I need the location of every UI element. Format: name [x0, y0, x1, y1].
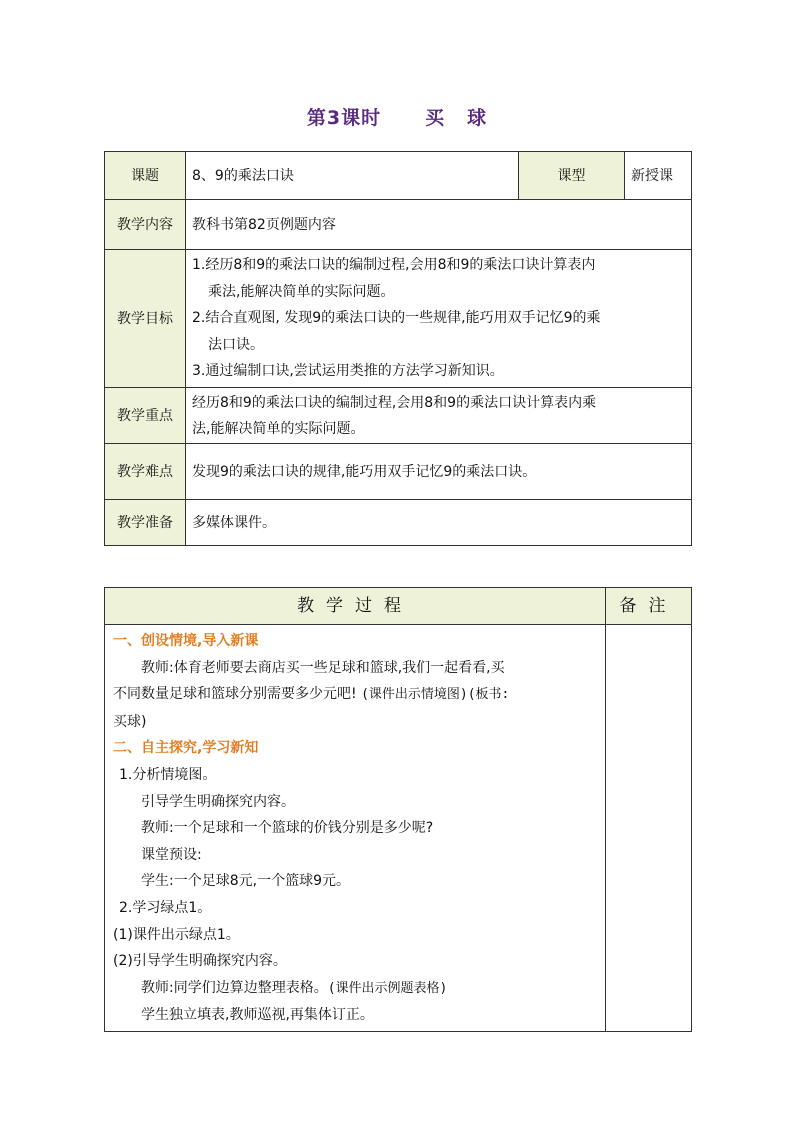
- paragraph-line: 教师:一个足球和一个篮球的价钱分别是多少呢?: [141, 820, 434, 837]
- key-line: 法,能解决简单的实际问题。: [192, 420, 365, 437]
- topic-label: 课题: [105, 152, 186, 200]
- key-line: 经历8和9的乘法口诀的编制过程,会用8和9的乘法口诀计算表内乘: [192, 394, 597, 411]
- paragraph-line: 引导学生明确探究内容。: [141, 793, 295, 810]
- goals-label: 教学目标: [105, 250, 186, 388]
- lesson-name-b: 球: [467, 107, 488, 129]
- content-value: 教科书第82页例题内容: [186, 200, 692, 250]
- topic-value: 8、9的乘法口诀: [186, 152, 519, 200]
- goal-line: 1.经历8和9的乘法口诀的编制过程,会用8和9的乘法口诀计算表内: [192, 257, 596, 274]
- lesson-info-table: [104, 151, 692, 546]
- step-heading: 1.分析情境图。: [119, 766, 217, 783]
- paragraph-line: [113, 681, 597, 709]
- section-heading: 二、自主探究,学习新知: [113, 740, 259, 757]
- paragraph-text: 不同数量足球和篮球分别需要多少元吧!: [113, 686, 357, 703]
- prep-label: 教学准备: [105, 500, 186, 546]
- process-content: [105, 625, 606, 1032]
- content-label: 教学内容: [105, 200, 186, 250]
- section-heading: 一、创设情境,导入新课: [113, 633, 259, 649]
- prep-value: 多媒体课件。: [186, 500, 692, 546]
- page-title: [0, 103, 794, 130]
- paragraph-line: [113, 975, 597, 1003]
- difficulty-value: 发现9的乘法口诀的规律,能巧用双手记忆9的乘法口诀。: [186, 444, 692, 500]
- paragraph-line: 学生:一个足球8元,一个篮球9元。: [141, 873, 350, 890]
- process-header: 教学过程: [105, 588, 606, 625]
- board-note: (课件出示情境图)(板书:: [361, 687, 510, 703]
- goal-line: 3.通过编制口诀,尝试运用类推的方法学习新知识。: [192, 363, 504, 380]
- type-label: 课型: [519, 152, 625, 200]
- lesson-name-a: 买: [425, 107, 446, 129]
- goal-line: 2.结合直观图, 发现9的乘法口诀的一些规律,能巧用双手记忆9的乘: [192, 310, 601, 327]
- paragraph-line: 买球): [113, 713, 147, 730]
- key-cell: [186, 388, 692, 444]
- type-value: 新授课: [625, 152, 692, 200]
- paragraph-line: (2)引导学生明确探究内容。: [113, 953, 287, 970]
- goal-line: 乘法,能解决简单的实际问题。: [208, 283, 395, 300]
- step-heading: 2.学习绿点1。: [119, 899, 212, 916]
- teaching-process-table: [104, 587, 692, 1032]
- paragraph-text: 教师:同学们边算边整理表格。: [141, 979, 328, 996]
- lesson-number: 第3课时: [306, 107, 382, 129]
- notes-header: 备注: [606, 588, 692, 625]
- paragraph-line: 教师:体育老师要去商店买一些足球和篮球,我们一起看看,买: [141, 659, 505, 676]
- goals-cell: [186, 250, 692, 388]
- notes-column: [606, 625, 692, 1032]
- key-label: 教学重点: [105, 388, 186, 444]
- paragraph-line: (1)课件出示绿点1。: [113, 926, 240, 943]
- paragraph-line: 学生独立填表,教师巡视,再集体订正。: [141, 1007, 374, 1024]
- difficulty-label: 教学难点: [105, 444, 186, 500]
- paragraph-line: 课堂预设:: [141, 846, 202, 863]
- board-note: (课件出示例题表格): [327, 980, 448, 996]
- goal-line: 法口诀。: [208, 336, 264, 353]
